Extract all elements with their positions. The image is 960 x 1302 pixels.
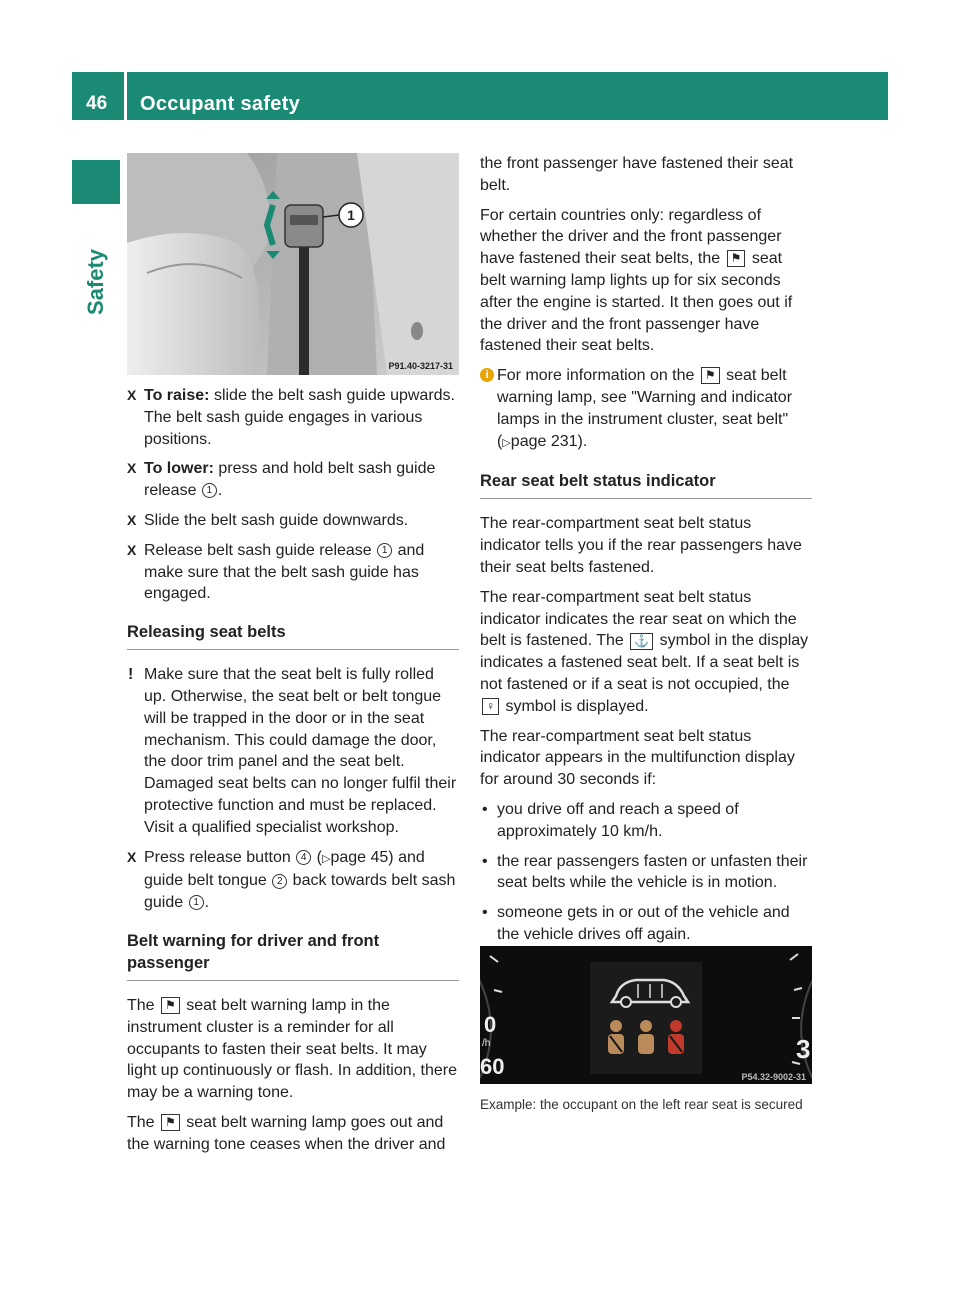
belt-sash-guide-figure: [127, 153, 459, 375]
info-note: [480, 365, 812, 454]
page-ref-arrow-icon: ▷: [502, 436, 511, 449]
step-slide: X Slide the belt sash guide downwards.: [127, 510, 459, 532]
left-column: [127, 385, 459, 1164]
callout-2-icon: 2: [272, 874, 287, 889]
belt-warning-para-2: [127, 1112, 459, 1156]
step-press-text-2: back towards belt sash guide: [144, 872, 456, 912]
step-press-text-end: .: [204, 894, 210, 912]
belt-fastened-icon: ⚓: [630, 633, 653, 650]
header-divider: [124, 72, 127, 120]
callout-1-icon: 1: [377, 543, 392, 558]
warning-note: [127, 664, 459, 838]
info-text: For more information on the: [497, 367, 699, 385]
para1-text: seat belt warning lamp in the instrument cluster is a reminder for all occupants to fasten their seat belts. It may light up continuously or flash. In addition, there may be a warning tone.: [127, 996, 457, 1102]
step-lower: [127, 458, 459, 502]
step-raise-text: slide the belt sash guide upwards. The belt sash guide engages in various positions.: [144, 387, 455, 448]
seat-belt-warning-icon: ⚑: [161, 997, 180, 1014]
certain-countries-paragraph: [480, 205, 812, 358]
heading-rear-seat-belt-status: Rear seat belt status indicator: [480, 470, 812, 499]
page-number: 46: [86, 93, 108, 114]
rear-p2-text-2: symbol in the display indicates a fastened seat belt. If a seat belt is not fastened or if a seat is not occupied, the: [480, 632, 809, 693]
rear-seat-left-icon: [608, 1020, 624, 1054]
info-text-2: seat belt warning lamp, see "Warning and indicator lamps in the instrument cluster, seat belt" (: [497, 367, 793, 450]
step-lower-text-end: .: [217, 482, 223, 500]
step-press-text: Press release button: [144, 848, 296, 866]
heading-releasing-seat-belts: Releasing seat belts: [127, 621, 459, 650]
step-release-text-end: and make sure that the belt sash guide has engaged.: [144, 541, 425, 603]
page-ref-link[interactable]: page 45) and guide belt tongue: [144, 848, 425, 890]
step-lower-text: press and hold belt sash guide release: [144, 460, 436, 500]
rear-belt-status-figure: [480, 946, 812, 1084]
rear-seat-right-icon: [668, 1020, 684, 1054]
step-raise: [127, 385, 459, 450]
para2-start: The: [127, 1113, 160, 1131]
belt-unfastened-icon: ♀: [482, 698, 499, 715]
list-item: • someone gets in or out of the vehicle and the vehicle drives off again.: [480, 902, 812, 946]
figure-code: P54.32-9002-31: [741, 1072, 806, 1082]
list-item: • you drive off and reach a speed of approximately 10 km/h.: [480, 799, 812, 843]
countries-text: For certain countries only: regardless of whether the driver and the front passenger have fastened their seat belts, the: [480, 206, 782, 268]
heading-belt-warning: Belt warning for driver and front passenger: [127, 930, 459, 981]
rear-p2-text: The rear-compartment seat belt status indicator indicates the rear seat on which the belt is fastened. The: [480, 588, 797, 650]
seat-belt-warning-icon: ⚑: [727, 250, 746, 267]
step-press-paren: (: [312, 848, 322, 866]
belt-warning-para-1: [127, 995, 459, 1104]
para1-start: The: [127, 996, 160, 1014]
callout-1: 1: [347, 207, 355, 223]
para2-text: seat belt warning lamp goes out and the warning tone ceases when the driver and: [127, 1113, 446, 1153]
gauge-left-unit: /h: [482, 1038, 491, 1049]
callout-1-icon: 1: [202, 483, 217, 498]
page-ref-link[interactable]: page 231).: [510, 432, 588, 450]
gauge-right-3: 3: [796, 1034, 811, 1064]
step-lower-label: To lower:: [144, 460, 214, 478]
step-release-text: Release belt sash guide release: [144, 541, 377, 559]
figure-code: P91.40-3217-31: [388, 361, 453, 371]
continued-paragraph: the front passenger have fastened their seat belt.: [480, 155, 794, 194]
step-release: [127, 540, 459, 605]
warning-icon: !: [128, 666, 134, 684]
right-column: [480, 153, 812, 954]
callout-1-icon: 1: [189, 895, 204, 910]
side-tab: [72, 212, 120, 352]
page-ref-arrow-icon: ▷: [321, 852, 331, 865]
figure-caption: Example: the occupant on the left rear seat is secured: [480, 1097, 803, 1112]
side-tab-label: Safety: [83, 248, 109, 316]
rear-para-3: The rear-compartment seat belt status indicator appears in the multifunction display for around 30 seconds if:: [480, 727, 795, 789]
gauge-left-0: 0: [484, 1012, 497, 1037]
seat-belt-warning-icon: ⚑: [701, 367, 720, 384]
rear-para-2: [480, 587, 812, 718]
rear-p2-text-3: symbol is displayed.: [501, 697, 649, 715]
seat-belt-warning-icon: ⚑: [161, 1114, 180, 1131]
rear-seat-center-icon: [638, 1020, 654, 1054]
step-raise-label: To raise:: [144, 387, 210, 404]
rear-para-1: The rear-compartment seat belt status indicator tells you if the rear passengers have their seat belts fastened.: [480, 515, 802, 576]
info-icon: i: [480, 368, 494, 382]
callout-4-icon: 4: [296, 850, 311, 865]
countries-text-2: seat belt warning lamp lights up for six seconds after the engine is started. It then goes out if the driver and the front passenger have fastened their seat belts.: [480, 250, 793, 355]
gauge-left-60: 60: [480, 1054, 505, 1079]
step-press-release: [127, 847, 459, 914]
side-tab-block: [72, 160, 120, 204]
page-title: Occupant safety: [140, 93, 301, 115]
warning-text: Make sure that the seat belt is fully rolled up. Otherwise, the seat belt or belt tongue will be trapped in the door or in the seat mechanism. This could damage the door, the door trim panel and the seat belt. Damaged seat belts can no longer fulfil their protective function and must be replaced. Visit a qualified specialist workshop.: [144, 666, 457, 836]
list-item: • the rear passengers fasten or unfasten their seat belts while the vehicle is in motion.: [480, 851, 812, 895]
